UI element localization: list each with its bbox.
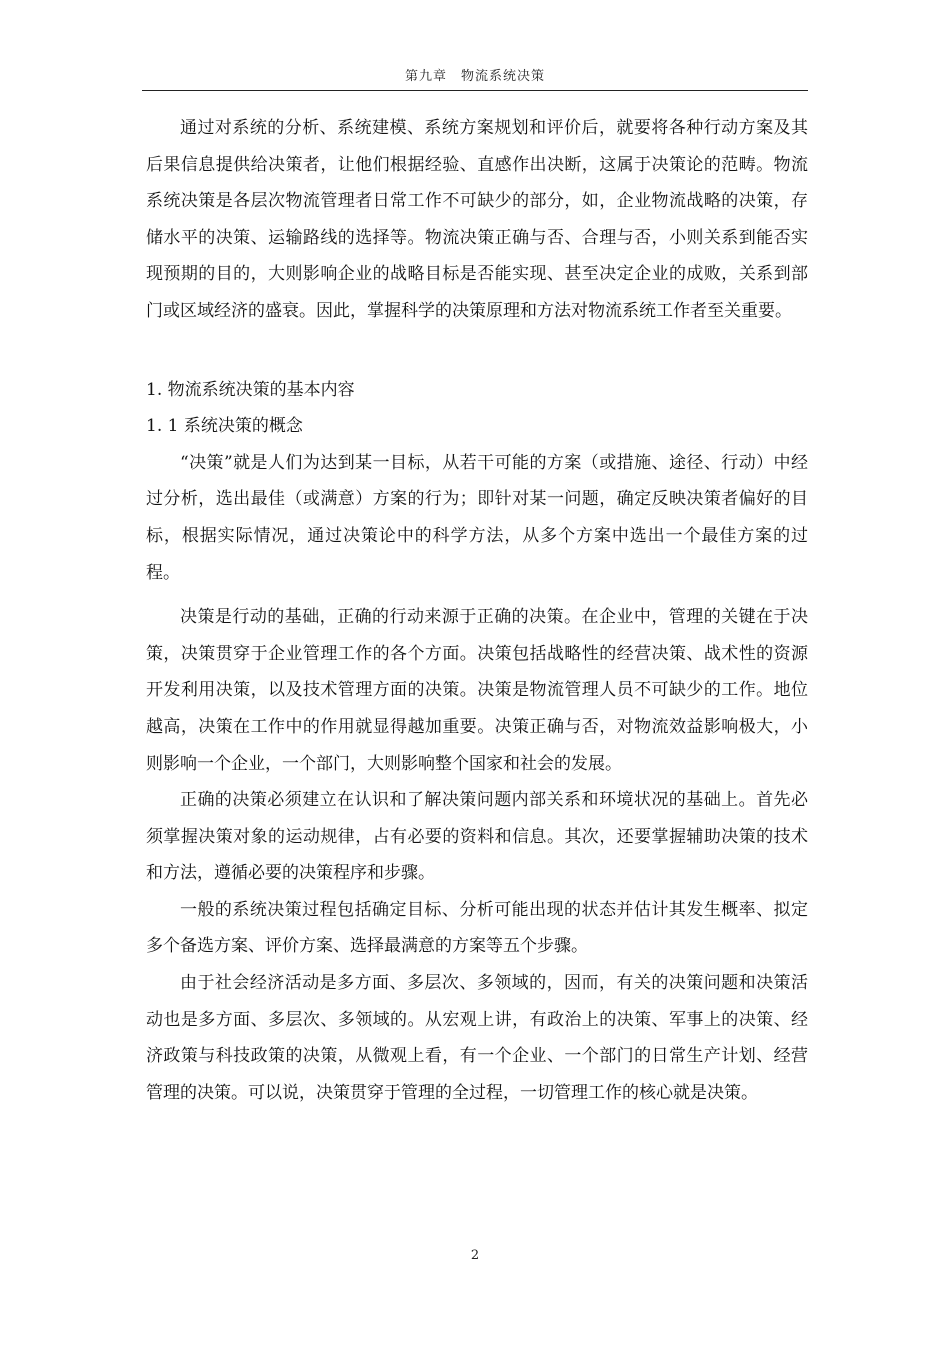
section-gap: [146, 330, 808, 372]
body-paragraph: 决策是行动的基础，正确的行动来源于正确的决策。在企业中，管理的关键在于决策，决策贯穿于企业管理工作的各个方面。决策包括战略性的经营决策、战术性的资源开发利用决策，以及技术管理方面的决策。决策是物流管理人员不可缺少的工作。地位越高，决策在工作中的作用就显得越加重要。决策正确与否，对物流效益影响极大，小则影响一个企业，一个部门，大则影响整个国家和社会的发展。: [146, 607, 808, 774]
section-heading: 1. 物流系统决策的基本内容: [146, 379, 355, 400]
page-number: 2: [470, 1248, 480, 1263]
body-paragraph: “决策”就是人们为达到某一目标，从若干可能的方案（或措施、途径、行动）中经过分析，选出最佳（或满意）方案的行为；即针对某一问题，确定反映决策者偏好的目标，根据实际情况，通过决策论中的科学方法，从多个方案中选出一个最佳方案的过程。: [146, 452, 808, 583]
running-header: 第九章 物流系统决策: [404, 69, 545, 84]
header-rule: [142, 90, 808, 91]
body-content: [146, 110, 808, 1111]
subsection-heading: 1. 1 系统决策的概念: [146, 416, 303, 437]
body-paragraph: 由于社会经济活动是多方面、多层次、多领域的，因而，有关的决策问题和决策活动也是多方面、多层次、多领域的。从宏观上讲，有政治上的决策、军事上的决策、经济政策与科技政策的决策，从微观上看，有一个企业、一个部门的日常生产计划、经营管理的决策。可以说，决策贯穿于管理的全过程，一切管理工作的核心就是决策。: [146, 973, 808, 1103]
intro-paragraph: 通过对系统的分析、系统建模、系统方案规划和评价后，就要将各种行动方案及其后果信息提供给决策者，让他们根据经验、直感作出决断，这属于决策论的范畴。物流系统决策是各层次物流管理者日常工作不可缺少的部分，如，企业物流战略的决策，存储水平的决策、运输路线的选择等。物流决策正确与否、合理与否，小则关系到能否实现预期的目的，大则影响企业的战略目标是否能实现、甚至决定企业的成败，关系到部门或区域经济的盛衰。因此，掌握科学的决策原理和方法对物流系统工作者至关重要。: [146, 118, 808, 321]
paragraph-gap: [146, 591, 808, 599]
body-paragraph: 正确的决策必须建立在认识和了解决策问题内部关系和环境状况的基础上。首先必须掌握决策对象的运动规律，占有必要的资料和信息。其次，还要掌握辅助决策的技术和方法，遵循必要的决策程序和步骤。: [146, 790, 808, 884]
body-paragraph: 一般的系统决策过程包括确定目标、分析可能出现的状态并估计其发生概率、拟定多个备选方案、评价方案、选择最满意的方案等五个步骤。: [146, 899, 808, 957]
